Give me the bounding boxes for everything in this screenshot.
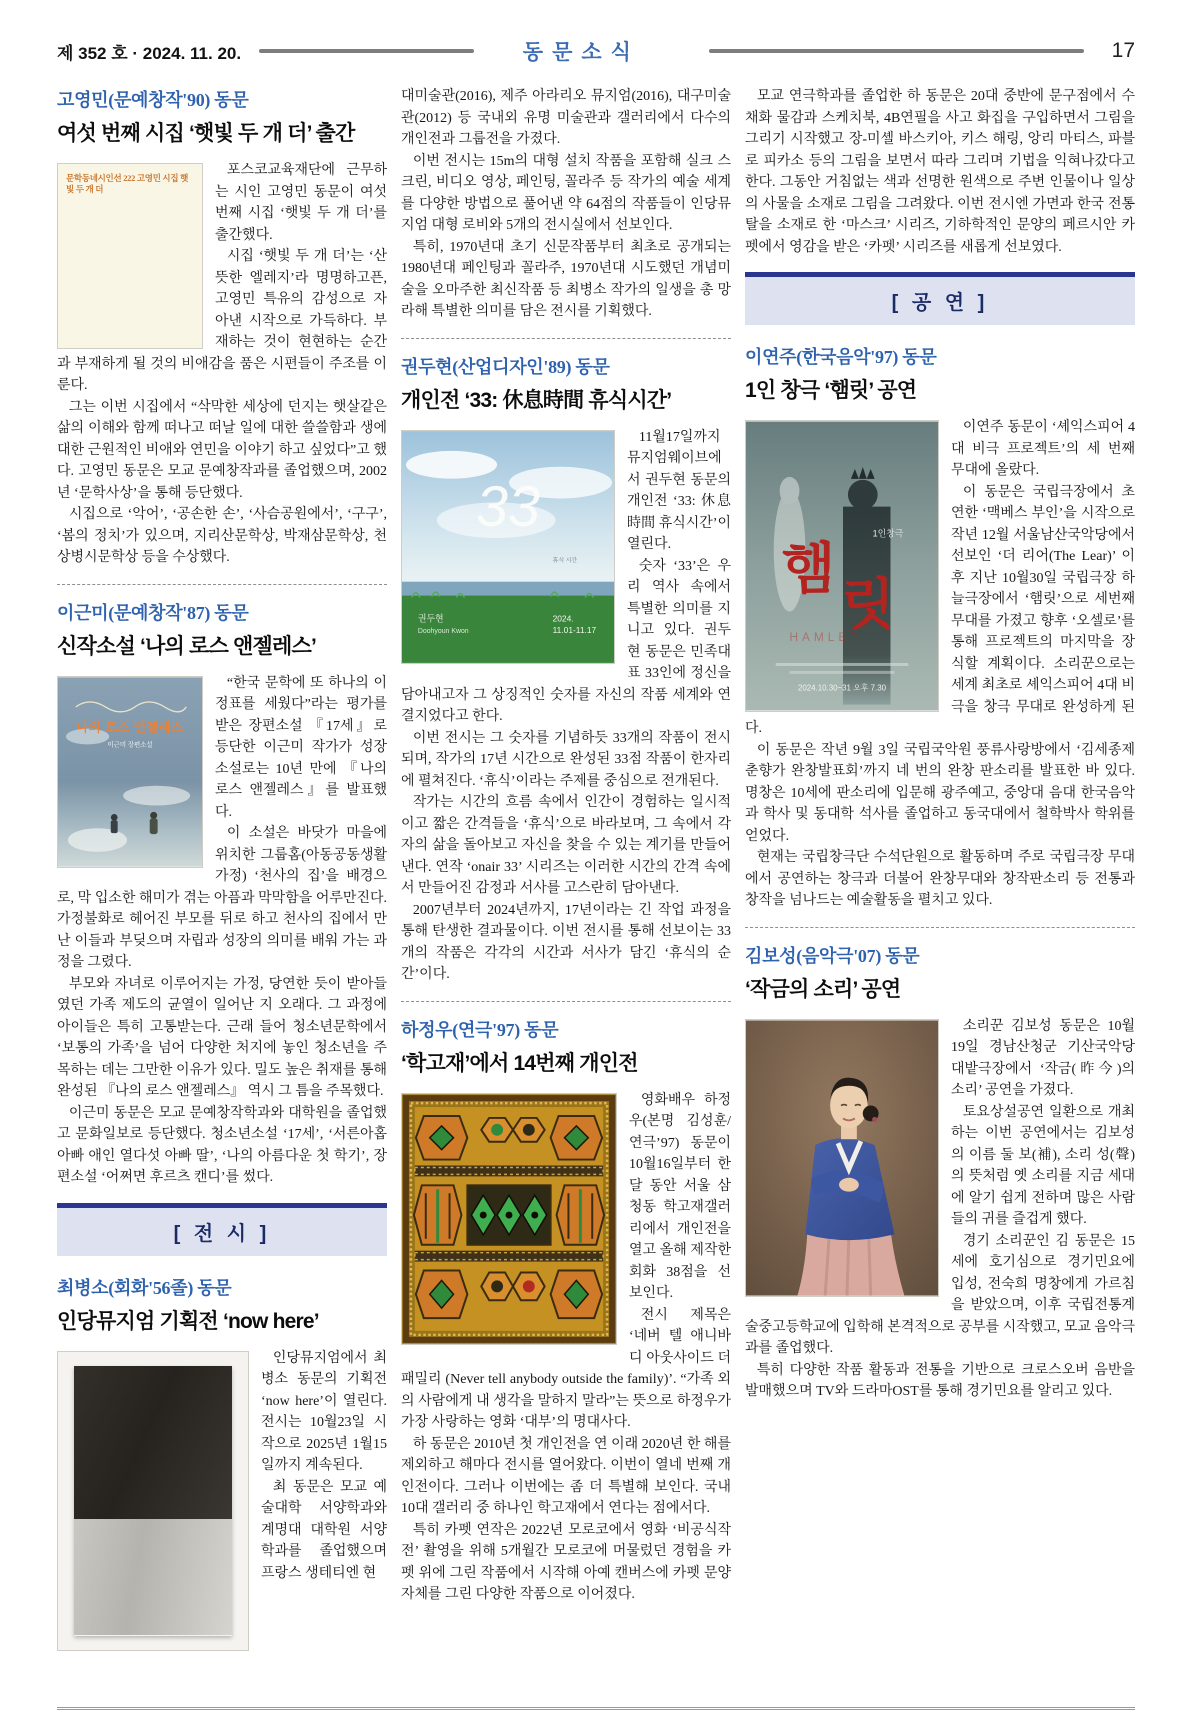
paragraph: 토요상설공연 일환으로 개최하는 이번 공연에서는 김보성의 이름 둘 보(補), 소리 성(聲)의 뜻처럼 옛 소리를 지금 세대에 알기 쉽게 전하며 많은 사람들의 귀를 즐겁게 했다. — [951, 1104, 1135, 1227]
paragraph: 이번 전시는 그 숫자를 기념하듯 33개의 작품이 전시되며, 작가의 17년 시간으로 완성된 33점 작품이 한자리에 펼쳐진다. ‘휴식’이라는 주제를 중심으로 전개된다. — [401, 730, 731, 789]
article-ha-jungwoo — [401, 1016, 731, 1606]
article-kicker: 고영민(문예창작'90) 동문 — [57, 90, 249, 110]
paragraph: 소리꾼 김보성 동문은 10월19일 경남산청군 기산국악당 대밭극장에서 ‘작금(昨今)의 소리’ 공연을 가졌다. — [951, 1018, 1135, 1098]
book-cover-title: 나의 로스 앤젤레스 — [76, 720, 184, 735]
column-3 — [745, 86, 1135, 1707]
paragraph: 영화배우 하정우(본명 김성훈/연극’97) 동문이 10월16일부터 한 달 동안 서울 삼청동 학고재갤러리에서 개인전을 열고 올해 제작한 회화 38점을 선보인다. — [629, 1092, 731, 1301]
poster-title-char1: 햄 — [781, 537, 836, 600]
article-ko-youngmin — [57, 86, 387, 569]
paragraph: 하 동문은 2010년 첫 개인전을 연 이래 2020년 한 해를 제외하고 해마다 전시를 열어왔다. 이번이 열네 번째 개인전이다. 그러나 이번에는 좀 더 특별해 보인다. 국내 10대 갤러리 중 하나인 학고재에서 연다는 점에서다. — [401, 1436, 731, 1516]
poster-title-en: HAMLET — [789, 630, 862, 645]
artwork-number: 33 — [476, 474, 540, 539]
article-kicker: 권두현(산업디자인'89) 동문 — [401, 356, 610, 377]
article-lee-geunmi — [57, 599, 387, 1189]
exhibit-dates: 11.01-11.17 — [552, 624, 597, 635]
carpet-painting-image — [401, 1093, 617, 1345]
article-headline: 개인전 ‘33: 休息時間 휴식시간’ — [401, 388, 672, 412]
paragraph: 숫자 ‘33’은 우리 역사 속에서 특별한 의미를 지니고 있다. 권두현 동문은 민족대표 33인에 정신을 담아내고자 그 상징적인 숫자를 자신의 작품 세계와 연결지었다고 한다. — [401, 558, 731, 724]
artwork-nowhere-image — [57, 1351, 249, 1651]
page-header — [57, 34, 1135, 68]
article-ha-jungwoo-continued — [745, 86, 1135, 258]
paragraph: 이번 전시는 15m의 대형 설치 작품을 포함해 실크 스크린, 비디오 영상, 페인팅, 꼴라주 등 작가의 예술 세계를 다양한 방법으로 풀어낸 약 64점의 작품들이 인당뮤지엄 대형 로비와 5개의 전시실에서 선보인다. — [401, 153, 731, 233]
article-headline: 인당뮤지엄 기획전 ‘now here’ — [57, 1309, 319, 1333]
paragraph: 11월17일까지 뮤지엄웨이브에서 권두현 동문의 개인전 ‘33: 休息時間 휴식시간’이 열린다. — [627, 429, 731, 552]
paragraph: 대미술관(2016), 제주 아라리오 뮤지엄(2016), 대구미술관(2012) 등 국내외 유명 미술관과 갤러리에서 다수의 개인전과 그룹전을 가졌다. — [401, 89, 731, 147]
book-cover-la-image — [57, 676, 203, 868]
paragraph: 그는 이번 시집에서 “삭막한 세상에 던지는 햇살같은 삶의 이해와 함께 떠나고 떠날 일에 대한 쓸쓸함과 생에 대한 근원적인 비애와 연민을 이야기 하고 싶었다”고 했다. 고영민 동문은 모교 문예창작과를 졸업했으며, 2002년 ‘문학사상’을 통해 등단했다. — [57, 399, 387, 501]
article-choi-byungso — [57, 1274, 387, 1655]
paragraph: 시집으로 ‘악어’, ‘공손한 손’, ‘사슴공원에서’, ‘구구’, ‘봄의 정치’가 있으며, 지리산문학상, 박재삼문학상, 천상병시문학상 등을 수상했다. — [57, 507, 387, 565]
paragraph: 전시 제목은 ‘네버 텔 애니바디 아웃사이드 더 패밀리 (Never tell anybody outside the family)’. “가족 외의 사람에게 내 생각을 말하지 말라”는 뜻으로 하정우가 가장 사랑하는 영화 ‘대부’의 명대사다. — [401, 1307, 731, 1430]
artist-name-en: Doohyoun Kwon — [417, 627, 469, 635]
paragraph: 포스코교육재단에 근무하는 시인 고영민 동문이 여섯 번째 시집 ‘햇빛 두 개 더’를 출간했다. — [215, 163, 387, 243]
book-cover-subtitle: 이근미 장편소설 — [107, 740, 153, 748]
section-banner-performance: [ 공 연 ] — [745, 272, 1135, 325]
header-rule-left — [259, 49, 474, 53]
paragraph: 현재는 국립창극단 수석단원으로 활동하며 주로 국립극장 무대에서 공연하는 창극과 더불어 완창무대와 창작판소리 등 전통과 창작을 넘나드는 예술활동을 펼치고 있다. — [745, 850, 1135, 908]
section-masthead-title: 동문소식 — [522, 41, 640, 64]
article-kim-boseong — [745, 942, 1135, 1403]
book-cover-caption: 문학동네시인선 222 고영민 시집 햇빛 두 개 더 — [66, 173, 188, 195]
paragraph: 인당뮤지엄에서 최병소 동문의 기획전 ‘now here’이 열린다. 전시는 10월23일 시작으로 2025년 1월15일까지 계속된다. — [261, 1350, 387, 1473]
paragraph: 2007년부터 2024년까지, 17년이라는 긴 작업 과정을 통해 탄생한 결과물이다. 이번 전시를 통해 선보이는 33개의 작품은 각각의 시간과 서사가 담긴 ‘휴식의 순간’이다. — [401, 902, 731, 982]
paragraph: 시집 ‘햇빛 두 개 더’는 ‘산뜻한 엘레지’라 명명하고픈, 고영민 특유의 감성으로 자아낸 시작으로 가득하다. 부재하는 것이 현현하는 순간과 부재하게 될 것의 비애감을 품은 시편들이 주조를 이룬다. — [57, 249, 387, 393]
artwork-note: 휴식 시간 — [552, 557, 578, 564]
paragraph: 특히, 1970년대 초기 신문작품부터 최초로 공개되는 1980년대 페인팅과 꼴라주, 1970년대 시도했던 개념미술을 오마주한 최신작품 등 최병소 작가의 일생을 총 망라해 특별한 의미를 담은 전시를 기획했다. — [401, 239, 731, 319]
paragraph: 부모와 자녀로 이루어지는 가정, 당연한 듯이 받아들였던 가족 제도의 균열이 일어난 지 오래다. 그 과정에 아이들은 특히 고통받는다. 근래 들어 청소년문학에서 ‘보통의 가족’을 넘어 다양한 처지에 놓인 청소년을 주목하는 데는 그만한 이유가 있다. 밀도 높은 취재를 통해 완성된 『나의 로스 앤젤레스』 역시 그 틈을 주목했다. — [57, 976, 387, 1099]
dashed-divider — [401, 1001, 731, 1002]
column-2 — [401, 86, 731, 1707]
poster-date: 2024.10.30~31 오후 7.30 — [797, 683, 887, 693]
article-body — [401, 86, 731, 323]
article-headline: 신작소설 ‘나의 로스 앤젤레스’ — [57, 634, 317, 658]
hanbok-portrait-image — [745, 1019, 939, 1297]
paragraph: 이근미 동문은 모교 문예창작학과와 대학원을 졸업했고 문화일보로 등단했다. 청소년소설 ‘17세’, ‘서른아홉 아빠 애인 열다섯 아빠 딸’, ‘나의 아름다운 첫 학기’, 장편소설 ‘어쩌면 후르츠 캔디’를 썼다. — [57, 1105, 387, 1185]
paragraph: 경기 소리꾼인 김 동문은 15세에 호기심으로 경기민요에 입성, 전숙희 명창에게 가르침을 받았으며, 이후 국립전통계술중고등학교에 입학해 본격적으로 공부를 시작했고, 모교 음악극과를 졸업했다. — [745, 1233, 1135, 1356]
article-headline: ‘작금의 소리’ 공연 — [745, 977, 901, 1001]
page-bottom-rule — [57, 1707, 1135, 1713]
column-1 — [57, 86, 387, 1707]
paragraph: 모교 연극학과를 졸업한 하 동문은 20대 중반에 문구점에서 수채화 물감과 스케치북, 4B연필을 사고 화집을 구입하면서 그림을 그리기 시작했고 장-미셸 바스키아, 키스 해링, 앙리 마티스, 파블로 피카소 등의 그림을 보면서 따라 그리며 기법을 익혀나갔다고 한다. 그동안 거침없는 색과 선명한 원색으로 주변 인물이나 일상의 사물을 소재로 그림을 그려왔다. 이번 전시엔 가면과 한국 전통 탈을 소재로 한 ‘마스크’ 시리즈, 기하학적인 문양의 페르시안 카펫에서 영감을 받은 ‘카펫’ 시리즈를 새롭게 선보였다. — [745, 89, 1135, 255]
poster-title-char2: 릿 — [841, 573, 895, 636]
article-lee-yeonju — [745, 343, 1135, 912]
poster-label: 1인창극 — [872, 528, 904, 539]
header-rule-right — [709, 49, 1084, 53]
article-headline: 1인 창극 ‘햄릿’ 공연 — [745, 379, 917, 402]
artist-name-kr: 권두현 — [417, 612, 444, 623]
paragraph: 이 소설은 바닷가 마을에 위치한 그룹홈(아동공동생활가정) ‘천사의 집’을 배경으로, 막 입소한 해미가 겪는 아픔과 막막함을 어루만진다. 가정불화로 헤어진 부모를 뒤로 하고 천사의 집에서 만난 이들과 부딪으며 자립과 성장의 의미를 배워 가는 과정을 그렸다. — [57, 826, 387, 970]
artwork-33-image — [401, 430, 615, 664]
paragraph: 이 동문은 국립극장에서 초연한 ‘맥베스 부인’을 시작으로 작년 12월 서울남산국악당에서 선보인 ‘더 리어(The Lear)’ 이후 지난 10월30일 국립극장 하늘극장에서 ‘햄릿’으로 세번째 무대를 가졌고 향후 ‘오셀로’를 통해 프로젝트의 마지막을 장식할 계획이다. 소리꾼으로는 세계 최초로 셰익스피어 4대 비극을 창극 무대로 완성하게 된다. — [745, 484, 1135, 736]
issue-number: 제 352 호 · 2024. 11. 20. — [57, 43, 242, 63]
article-kicker: 하정우(연극'97) 동문 — [401, 1019, 559, 1040]
exhibit-year: 2024. — [552, 612, 574, 623]
columns — [57, 86, 1135, 1707]
section-banner-exhibition: [ 전 시 ] — [57, 1203, 387, 1256]
article-kicker: 이근미(문예창작'87) 동문 — [57, 602, 249, 623]
article-kicker: 최병소(회화'56졸) 동문 — [57, 1277, 232, 1298]
paragraph: 최 동문은 모교 예술대학 서양학과와 계명대 대학원 서양학과를 졸업했으며 프랑스 생테티엔 현 — [261, 1479, 387, 1581]
book-cover-haetbit-image — [57, 163, 203, 349]
dashed-divider — [57, 584, 387, 585]
paragraph: 특히 다양한 작품 활동과 전통을 기반으로 크로스오버 음반을 발매했으며 TV와 드라마OST를 통해 경기민요를 알리고 있다. — [745, 1362, 1135, 1399]
article-choi-byungso-continued — [401, 86, 731, 323]
article-kicker: 김보성(음악극'07) 동문 — [745, 945, 920, 966]
paragraph: 이연주 동문이 ‘셰익스피어 4대 비극 프로젝트’의 세 번째 무대에 올랐다. — [951, 420, 1135, 478]
article-headline: 여섯 번째 시집 ‘햇빛 두 개 더’ 출간 — [57, 122, 355, 145]
article-kicker: 이연주(한국음악'97) 동문 — [745, 347, 937, 367]
dashed-divider — [745, 927, 1135, 928]
article-headline: ‘학고재’에서 14번째 개인전 — [401, 1051, 638, 1075]
hand — [839, 1177, 859, 1191]
paragraph: “한국 문학에 또 하나의 이정표를 세웠다”라는 평가를 받은 장편소설 『17세』로 등단한 이근미 작가가 성장 소설로는 10년 만에 『나의 로스 앤젤레스』를 발표했다. — [215, 675, 387, 820]
dashed-divider — [401, 338, 731, 339]
paragraph: 작가는 시간의 흐름 속에서 인간이 경험하는 일시적이고 짧은 간격들을 ‘휴식’으로 바라보며, 그 속에서 각자의 삶을 돌아보고 자신을 찾을 수 있는 계기를 만들어낸다. 연작 ‘onair 33’ 시리즈는 이러한 시간의 간격 속에서 만들어진 감정과 서사를 고스란히 담아낸다. — [401, 795, 731, 896]
page-number: 17 — [1111, 39, 1135, 62]
article-body — [745, 86, 1135, 258]
paragraph: 특히 카펫 연작은 2022년 모로코에서 영화 ‘비공식작전’ 촬영을 위해 5개월간 모로코에 머물렀던 경험을 카펫 위에 그린 작품에서 시작해 아예 캔버스에 카펫 문양 자체를 그린 다양한 작품으로 이어졌다. — [401, 1522, 731, 1602]
article-kwon-doohyun — [401, 353, 731, 986]
hamlet-poster-image — [745, 420, 939, 712]
paragraph: 이 동문은 작년 9월 3일 국립국악원 풍류사랑방에서 ‘김세종제춘향가 완창발표회’까지 네 번의 완창 판소리를 발표한 바 있다. 명창은 10세에 판소리에 입문해 광주예고, 중앙대 음대 한국음악과 학사 및 동대학 석사를 졸업하고 동국대에서 철학박사 학위를 얻었다. — [745, 742, 1135, 844]
